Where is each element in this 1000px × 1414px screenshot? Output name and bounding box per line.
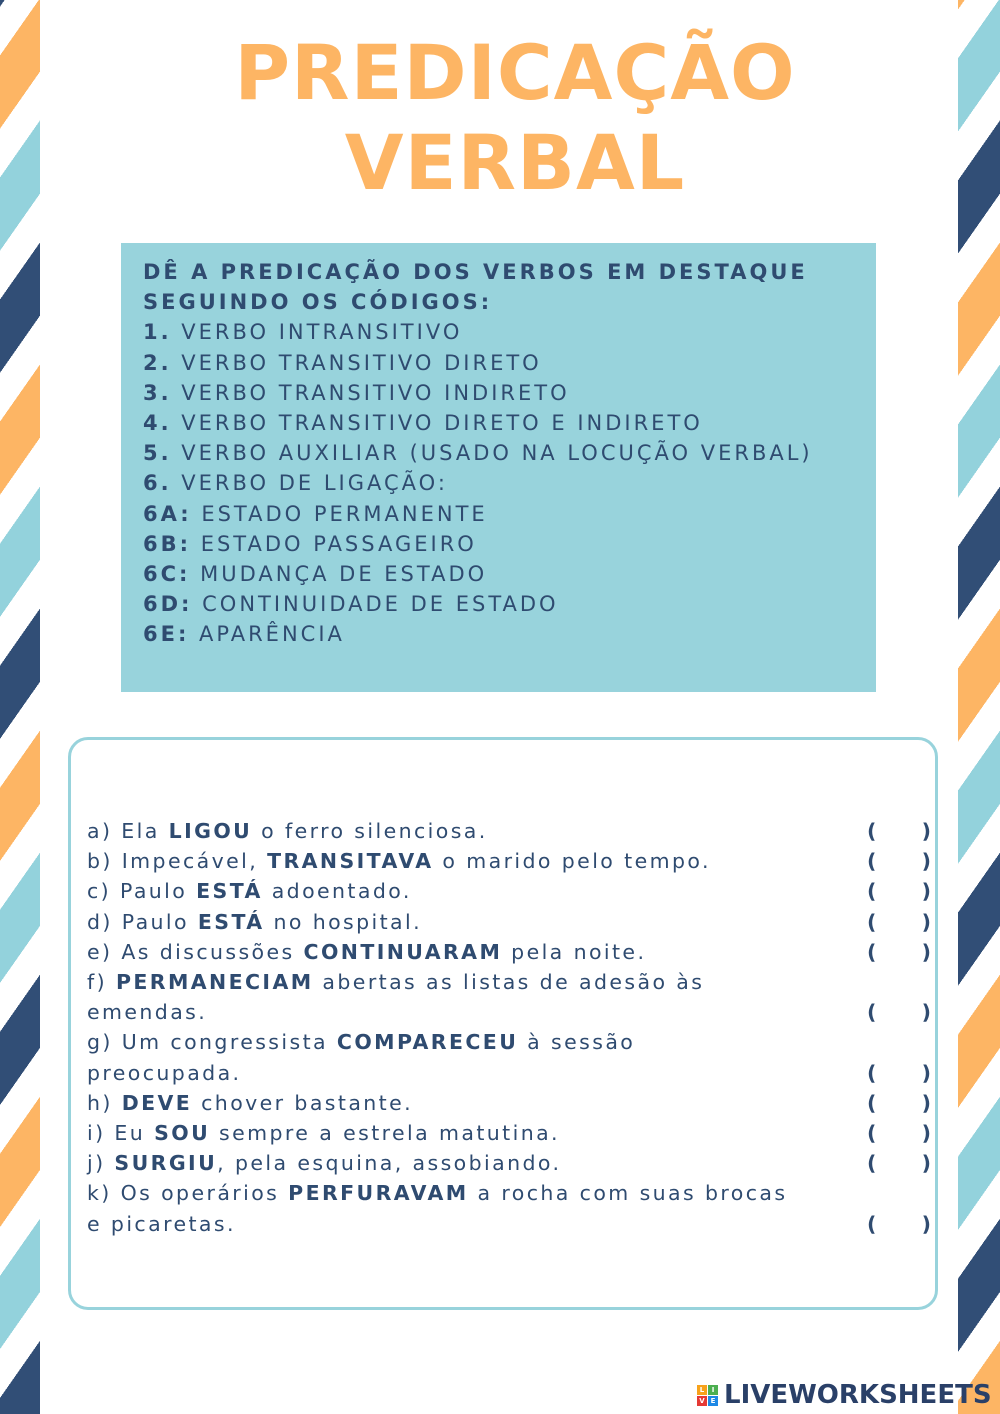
- question-item: [87, 967, 947, 1027]
- question-text-before: k) Os operários: [87, 1181, 289, 1206]
- code-number: 6D:: [143, 592, 193, 617]
- question-text-before: d) Paulo: [87, 909, 198, 934]
- question-text-after: à sessão preocupada.: [87, 1030, 636, 1085]
- code-description: ESTADO PERMANENTE: [191, 501, 488, 526]
- question-text-after: pela noite.: [502, 939, 647, 964]
- question-item: [87, 1148, 947, 1178]
- question-text-before: a) Ela: [87, 819, 169, 843]
- question-text-after: no hospital.: [264, 909, 423, 934]
- answer-close-paren: ): [921, 909, 931, 934]
- questions-list: [87, 816, 947, 1239]
- title-line-2: VERBAL: [344, 118, 686, 207]
- right-decorative-stripe: [958, 0, 1000, 1414]
- question-text-before: c) Paulo: [87, 879, 197, 904]
- code-description: APARÊNCIA: [189, 622, 345, 647]
- instructions-box: [121, 243, 876, 692]
- instructions-heading-2: SEGUINDO OS CÓDIGOS:: [143, 290, 493, 315]
- question-item: [87, 816, 947, 846]
- answer-open-paren: (: [867, 1060, 877, 1085]
- code-number: 6.: [143, 471, 172, 496]
- code-item: [143, 438, 854, 468]
- code-description: VERBO INTRANSITIVO: [171, 320, 463, 345]
- code-description: VERBO AUXILIAR (USADO NA LOCUÇÃO VERBAL): [171, 441, 813, 466]
- answer-close-paren: ): [921, 1211, 931, 1236]
- answer-open-paren: (: [867, 879, 877, 904]
- instructions-heading-1: DÊ A PREDICAÇÃO DOS VERBOS EM DESTAQUE: [143, 260, 808, 284]
- answer-open-paren: (: [867, 1121, 877, 1146]
- logo-mark-letter: E: [708, 1396, 718, 1406]
- code-description: VERBO DE LIGAÇÃO:: [171, 471, 448, 496]
- code-item: [143, 317, 854, 347]
- code-description: MUDANÇA DE ESTADO: [190, 562, 488, 587]
- question-text-after: , pela esquina, assobiando.: [217, 1151, 562, 1176]
- highlighted-verb: SOU: [154, 1121, 211, 1146]
- code-item: [143, 619, 854, 649]
- highlighted-verb: PERMANECIAM: [115, 970, 314, 995]
- codes-list: [143, 317, 854, 649]
- question-item: [87, 1178, 947, 1238]
- code-number: 2.: [143, 350, 172, 375]
- question-text-after: abertas as listas de adesão às emendas.: [87, 970, 705, 1025]
- highlighted-verb: TRANSITAVA: [267, 849, 434, 874]
- question-text-before: h): [87, 1090, 122, 1115]
- code-number: 4.: [143, 411, 172, 436]
- code-item: [143, 589, 854, 619]
- answer-open-paren: (: [867, 849, 877, 874]
- answer-open-paren: (: [867, 1000, 877, 1025]
- answer-field[interactable]: [867, 1088, 931, 1118]
- answer-open-paren: (: [867, 1151, 877, 1176]
- highlighted-verb: ESTÁ: [196, 879, 263, 904]
- code-description: VERBO TRANSITIVO DIRETO E INDIRETO: [171, 411, 703, 436]
- highlighted-verb: COMPARECEU: [336, 1030, 519, 1055]
- code-number: 6C:: [143, 562, 191, 587]
- question-item: [87, 907, 947, 937]
- question-text-before: b) Impecável,: [87, 849, 268, 874]
- answer-open-paren: (: [867, 1211, 877, 1236]
- answer-field[interactable]: [867, 876, 931, 906]
- code-item: [143, 378, 854, 408]
- logo-mark-letter: I: [708, 1385, 718, 1395]
- highlighted-verb: PERFURAVAM: [288, 1181, 469, 1206]
- code-item: [143, 559, 854, 589]
- answer-field[interactable]: [867, 1148, 931, 1178]
- answer-field[interactable]: [867, 1118, 931, 1148]
- answer-close-paren: ): [921, 819, 931, 843]
- answer-field[interactable]: [867, 1058, 931, 1088]
- question-item: [87, 1118, 947, 1148]
- question-text-after: adoentado.: [262, 879, 412, 904]
- question-text-before: i) Eu: [87, 1121, 155, 1146]
- answer-field[interactable]: [867, 937, 931, 967]
- code-description: VERBO TRANSITIVO DIRETO: [171, 350, 542, 375]
- highlighted-verb: ESTÁ: [197, 909, 265, 934]
- logo-mark-icon: [697, 1385, 718, 1406]
- logo-mark-letter: L: [697, 1385, 707, 1395]
- question-item: [87, 876, 947, 906]
- question-text-after: o ferro silenciosa.: [252, 819, 488, 843]
- code-number: 6E:: [143, 622, 190, 647]
- answer-field[interactable]: [867, 1209, 931, 1239]
- answer-open-paren: (: [867, 819, 877, 843]
- answer-close-paren: ): [921, 849, 931, 874]
- question-item: [87, 1088, 947, 1118]
- answer-close-paren: ): [921, 1121, 931, 1146]
- answer-open-paren: (: [867, 909, 877, 934]
- answer-close-paren: ): [921, 1090, 931, 1115]
- highlighted-verb: LIGOU: [168, 819, 253, 843]
- answer-open-paren: (: [867, 1090, 877, 1115]
- answer-open-paren: (: [867, 939, 877, 964]
- question-text-before: f): [87, 970, 116, 995]
- code-description: ESTADO PASSAGEIRO: [191, 531, 477, 556]
- answer-close-paren: ): [921, 1151, 931, 1176]
- question-text-before: g) Um congressista: [87, 1030, 337, 1055]
- code-number: 5.: [143, 441, 172, 466]
- question-item: [87, 937, 947, 967]
- answer-close-paren: ): [921, 939, 931, 964]
- left-decorative-stripe: [0, 0, 40, 1414]
- question-item: [87, 846, 947, 876]
- highlighted-verb: DEVE: [121, 1090, 193, 1115]
- question-text-after: a rocha com suas brocas e picaretas.: [87, 1181, 788, 1236]
- code-number: 3.: [143, 380, 172, 405]
- question-text-after: sempre a estrela matutina.: [210, 1121, 560, 1146]
- highlighted-verb: SURGIU: [114, 1151, 218, 1176]
- logo-text: LIVEWORKSHEETS: [724, 1380, 992, 1410]
- code-description: CONTINUIDADE DE ESTADO: [192, 592, 559, 617]
- question-text-after: o marido pelo tempo.: [433, 849, 711, 874]
- answer-close-paren: ): [921, 879, 931, 904]
- code-item: [143, 529, 854, 559]
- code-number: 6B:: [143, 531, 192, 556]
- answer-field[interactable]: [867, 907, 931, 937]
- answer-field[interactable]: [867, 846, 931, 876]
- code-number: 6A:: [143, 501, 192, 526]
- title-line-1: PREDICAÇÃO: [234, 28, 796, 117]
- answer-close-paren: ): [921, 1000, 931, 1025]
- code-number: 1.: [143, 320, 172, 345]
- code-description: VERBO TRANSITIVO INDIRETO: [171, 380, 570, 405]
- question-text-after: chover bastante.: [192, 1090, 414, 1115]
- answer-field[interactable]: [867, 997, 931, 1027]
- question-text-before: e) As discussões: [87, 939, 304, 964]
- code-item: [143, 499, 854, 529]
- answer-field[interactable]: [867, 816, 931, 846]
- question-text-before: j): [87, 1151, 115, 1176]
- answer-close-paren: ): [921, 1060, 931, 1085]
- liveworksheets-logo: [697, 1377, 992, 1413]
- code-item: [143, 408, 854, 438]
- highlighted-verb: CONTINUARAM: [303, 939, 503, 964]
- logo-mark-letter: V: [697, 1396, 707, 1406]
- question-item: [87, 1027, 947, 1087]
- code-item: [143, 468, 854, 498]
- code-item: [143, 348, 854, 378]
